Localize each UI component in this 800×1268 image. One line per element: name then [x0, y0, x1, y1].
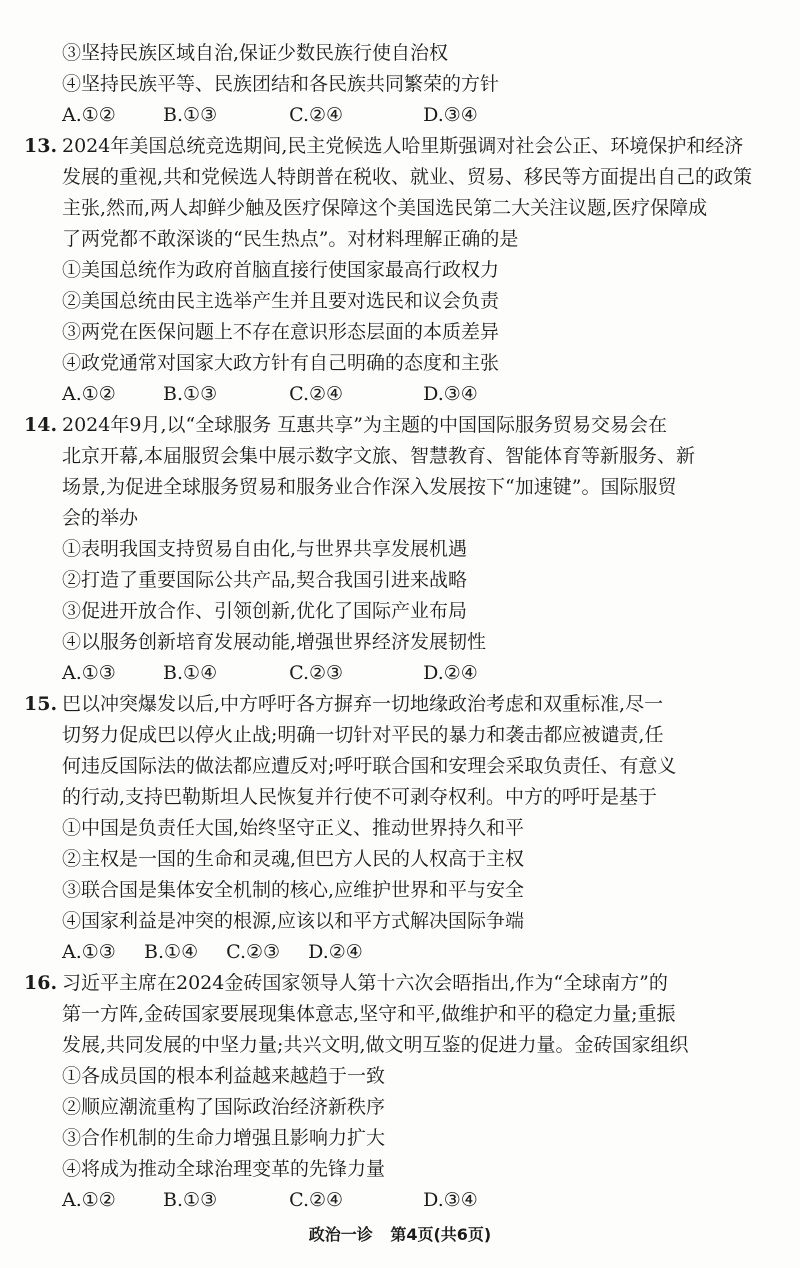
- option-line: ④国家利益是冲突的根源,应该以和平方式解决国际争端: [62, 910, 525, 932]
- option-line: ④以服务创新培育发展动能,增强世界经济发展韧性: [62, 631, 487, 653]
- choice-d: D.②④: [308, 941, 363, 963]
- option-line: ②主权是一国的生命和灵魂,但巴方人民的人权高于主权: [62, 848, 525, 870]
- option-line: ④坚持民族平等、民族团结和各民族共同繁荣的方针: [62, 73, 500, 95]
- stem-line: 习近平主席在2024金砖国家领导人第十六次会晤指出,作为“全球南方”的: [62, 972, 668, 994]
- stem-line: 何违反国际法的做法都应遭反对;呼吁联合国和安理会采取负责任、有意义: [62, 755, 677, 777]
- choice-b: B.①④: [163, 662, 218, 684]
- option-line: ③坚持民族区域自治,保证少数民族行使自治权: [62, 42, 449, 64]
- option-line: ②顺应潮流重构了国际政治经济新秩序: [62, 1096, 386, 1118]
- stem-line: 发展,共同发展的中坚力量;共兴文明,做文明互鉴的促进力量。金砖国家组织: [62, 1034, 689, 1056]
- question-number: 16.: [24, 972, 58, 994]
- option-line: ④政党通常对国家大政方针有自己明确的态度和主张: [62, 352, 500, 374]
- answer-choices: [24, 1185, 772, 1216]
- stem-line: 场景,为促进全球服务贸易和服务业合作深入发展按下“加速键”。国际服贸: [62, 476, 677, 498]
- option-line: ③两党在医保问题上不存在意识形态层面的本质差异: [62, 321, 500, 343]
- stem-line: 会的举办: [62, 507, 139, 529]
- choice-d: D.②④: [423, 662, 478, 684]
- choice-c: C.②④: [289, 1189, 344, 1211]
- option-line: ①中国是负责任大国,始终坚守正义、推动世界持久和平: [62, 817, 525, 839]
- choice-c: C.②④: [289, 104, 344, 126]
- choice-d: D.③④: [423, 104, 478, 126]
- page-footer: [0, 1222, 800, 1245]
- option-line: ②打造了重要国际公共产品,契合我国引进来战略: [62, 569, 468, 591]
- option-line: ③合作机制的生命力增强且影响力扩大: [62, 1127, 386, 1149]
- choice-a: A.①②: [62, 104, 116, 126]
- answer-choices: [24, 379, 772, 410]
- footer-subject: 政治一诊: [308, 1225, 373, 1244]
- choice-a: A.①②: [62, 1189, 116, 1211]
- choice-d: D.③④: [423, 1189, 478, 1211]
- question-13: [24, 131, 772, 410]
- option-line: ①表明我国支持贸易自由化,与世界共享发展机遇: [62, 538, 468, 560]
- choice-c: C.②③: [226, 941, 281, 963]
- stem-line: 切努力促成巴以停火止战;明确一切针对平民的暴力和袭击都应被谴责,任: [62, 724, 664, 746]
- answer-choices: [24, 658, 772, 689]
- option-line: ②美国总统由民主选举产生并且要对选民和议会负责: [62, 290, 500, 312]
- choice-c: C.②③: [289, 662, 344, 684]
- choice-b: B.①③: [163, 104, 218, 126]
- stem-line: 2024年美国总统竞选期间,民主党候选人哈里斯强调对社会公正、环境保护和经济: [62, 135, 744, 157]
- answer-choices: [24, 937, 772, 968]
- option-line: ①各成员国的根本利益越来越趋于一致: [62, 1065, 386, 1087]
- choice-a: A.①③: [62, 662, 116, 684]
- option-line: ③促进开放合作、引领创新,优化了国际产业布局: [62, 600, 468, 622]
- question-15: [24, 689, 772, 968]
- choice-b: B.①③: [163, 383, 218, 405]
- stem-line: 发展的重视,共和党候选人特朗普在税收、就业、贸易、移民等方面提出自己的政策: [62, 166, 753, 188]
- choice-b: B.①④: [144, 941, 199, 963]
- question-number: 15.: [24, 693, 58, 715]
- page-content: [24, 38, 772, 1216]
- stem-line: 的行动,支持巴勒斯坦人民恢复并行使不可剥夺权利。中方的呼吁是基于: [62, 786, 658, 808]
- question-number: 14.: [24, 414, 58, 436]
- choice-d: D.③④: [423, 383, 478, 405]
- stem-line: 北京开幕,本届服贸会集中展示数字文旅、智慧教育、智能体育等新服务、新: [62, 445, 696, 467]
- choice-a: A.①③: [62, 941, 116, 963]
- stem-line: 巴以冲突爆发以后,中方呼吁各方摒弃一切地缘政治考虑和双重标准,尽一: [62, 693, 664, 715]
- question-14: [24, 410, 772, 689]
- answer-choices: [24, 100, 772, 131]
- question-12-tail: [24, 38, 772, 131]
- stem-line: 2024年9月,以“全球服务 互惠共享”为主题的中国国际服务贸易交易会在: [62, 414, 667, 436]
- footer-page-number: 第4页(共6页): [390, 1225, 492, 1244]
- stem-line: 第一方阵,金砖国家要展现集体意志,坚守和平,做维护和平的稳定力量;重振: [62, 1003, 676, 1025]
- option-line: ④将成为推动全球治理变革的先锋力量: [62, 1158, 386, 1180]
- stem-line: 主张,然而,两人却鲜少触及医疗保障这个美国选民第二大关注议题,医疗保障成: [62, 197, 708, 219]
- option-line: ③联合国是集体安全机制的核心,应维护世界和平与安全: [62, 879, 525, 901]
- question-number: 13.: [24, 135, 58, 157]
- option-line: ①美国总统作为政府首脑直接行使国家最高行政权力: [62, 259, 500, 281]
- choice-a: A.①②: [62, 383, 116, 405]
- stem-line: 了两党都不敢深谈的“民生热点”。对材料理解正确的是: [62, 228, 519, 250]
- question-16: [24, 968, 772, 1216]
- choice-b: B.①③: [163, 1189, 218, 1211]
- choice-c: C.②④: [289, 383, 344, 405]
